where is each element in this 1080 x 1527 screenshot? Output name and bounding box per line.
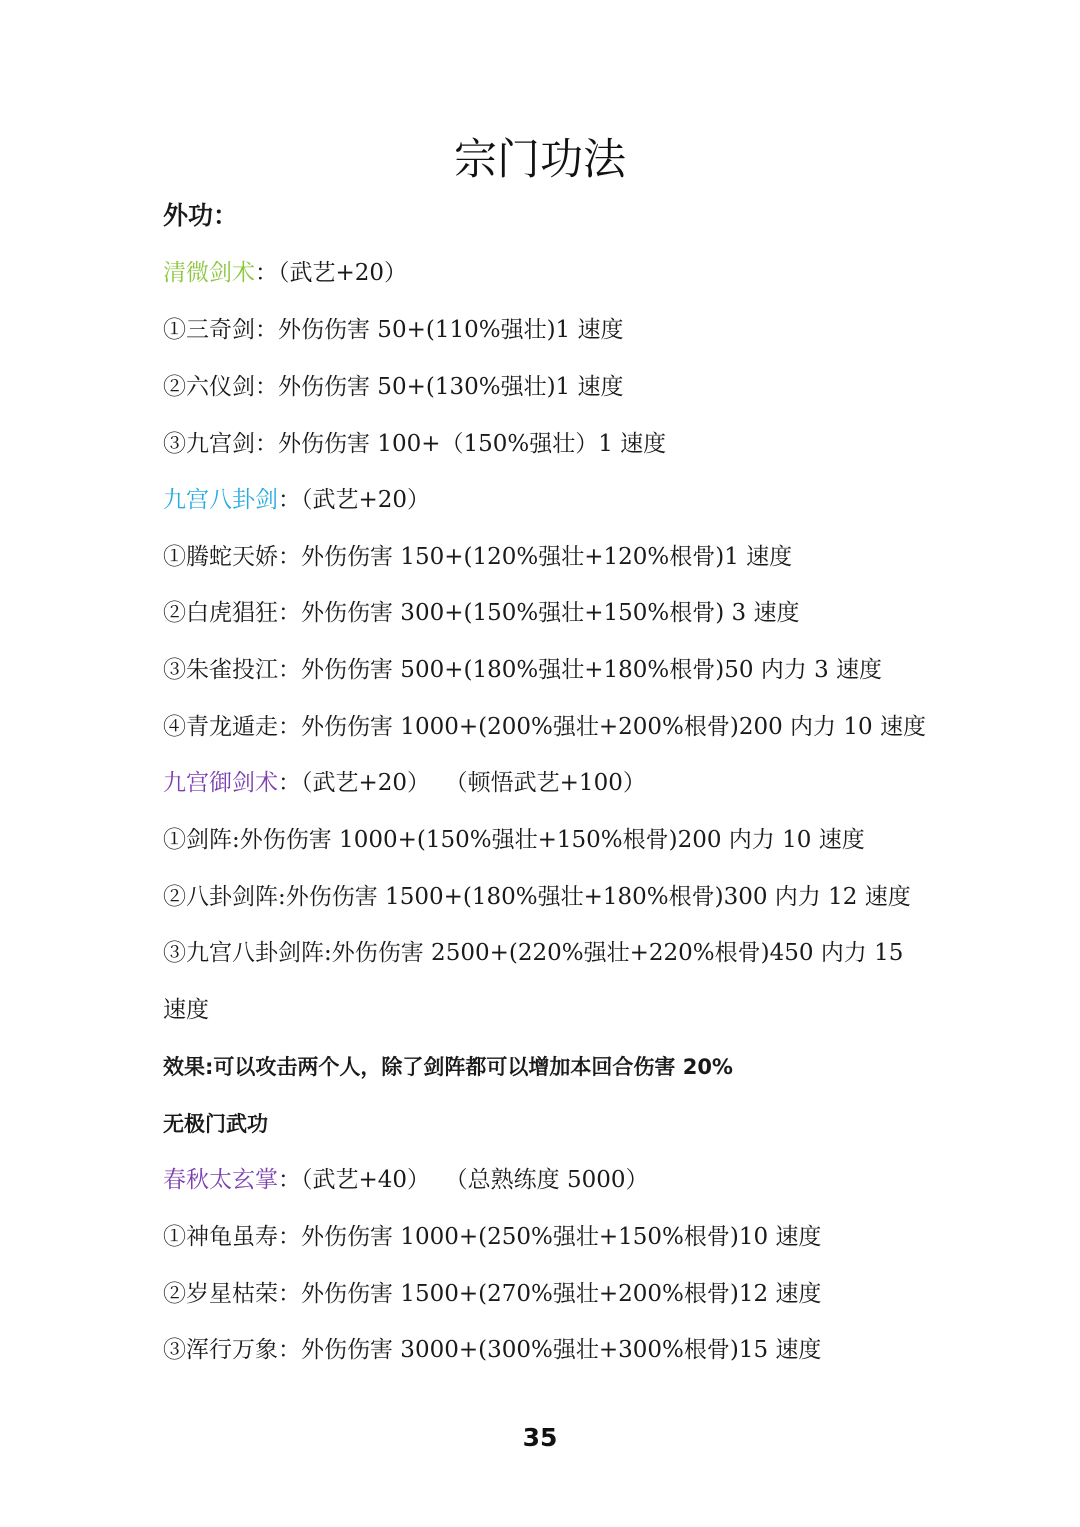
move-line: ③朱雀投江：外伤伤害 500+(180%强壮+180%根骨)50 内力 3 速度 <box>163 657 883 683</box>
effect-text: 效果:可以攻击两个人，除了剑阵都可以增加本回合伤害 20% <box>163 1055 733 1079</box>
skill-header-chunqiu <box>163 1163 649 1197</box>
skill-info: ：（武艺+40） （总熟练度 5000） <box>278 1167 649 1193</box>
skill-info: ：（武艺+20） <box>278 487 431 513</box>
move-line-continuation: 速度 <box>163 997 209 1023</box>
move-line: ①神龟虽寿：外伤伤害 1000+(250%强壮+150%根骨)10 速度 <box>163 1224 822 1250</box>
section-heading-wuji: 无极门武功 <box>163 1112 268 1136</box>
skill-info: ：（武艺+20） <box>255 260 408 286</box>
move-line: ①三奇剑：外伤伤害 50+(110%强壮)1 速度 <box>163 317 624 343</box>
move-line: ①剑阵:外伤伤害 1000+(150%强壮+150%根骨)200 内力 10 速度 <box>163 827 865 853</box>
move-line: ③浑行万象：外伤伤害 3000+(300%强壮+300%根骨)15 速度 <box>163 1337 822 1363</box>
move-line: ③九宫剑：外伤伤害 100+（150%强壮）1 速度 <box>163 431 667 457</box>
skill-name: 清微剑术 <box>163 260 255 286</box>
skill-name: 九宫八卦剑 <box>163 487 278 513</box>
move-line: ②八卦剑阵:外伤伤害 1500+(180%强壮+180%根骨)300 内力 12 速度 <box>163 884 911 910</box>
move-line: ①腾蛇天娇：外伤伤害 150+(120%强壮+120%根骨)1 速度 <box>163 544 793 570</box>
move-line: ③九宫八卦剑阵:外伤伤害 2500+(220%强壮+220%根骨)450 内力 15 <box>163 940 904 966</box>
move-line: ②岁星枯荣：外伤伤害 1500+(270%强壮+200%根骨)12 速度 <box>163 1281 822 1307</box>
skill-header-qingwei <box>163 256 407 290</box>
skill-info: ：（武艺+20） （顿悟武艺+100） <box>278 770 646 796</box>
skill-name: 春秋太玄掌 <box>163 1167 278 1193</box>
skill-header-jiugong-yujian <box>163 766 646 800</box>
page-title: 宗门功法 <box>454 135 626 185</box>
move-line: ②白虎猖狂：外伤伤害 300+(150%强壮+150%根骨) 3 速度 <box>163 600 800 626</box>
page-number: 35 <box>522 1423 558 1452</box>
move-line: ④青龙遁走：外伤伤害 1000+(200%强壮+200%根骨)200 内力 10 速度 <box>163 714 926 740</box>
skill-name: 九宫御剑术 <box>163 770 278 796</box>
section-heading-waigong: 外功： <box>163 201 239 230</box>
skill-header-jiugong-bagua <box>163 483 430 517</box>
move-line: ②六仪剑：外伤伤害 50+(130%强壮)1 速度 <box>163 374 624 400</box>
